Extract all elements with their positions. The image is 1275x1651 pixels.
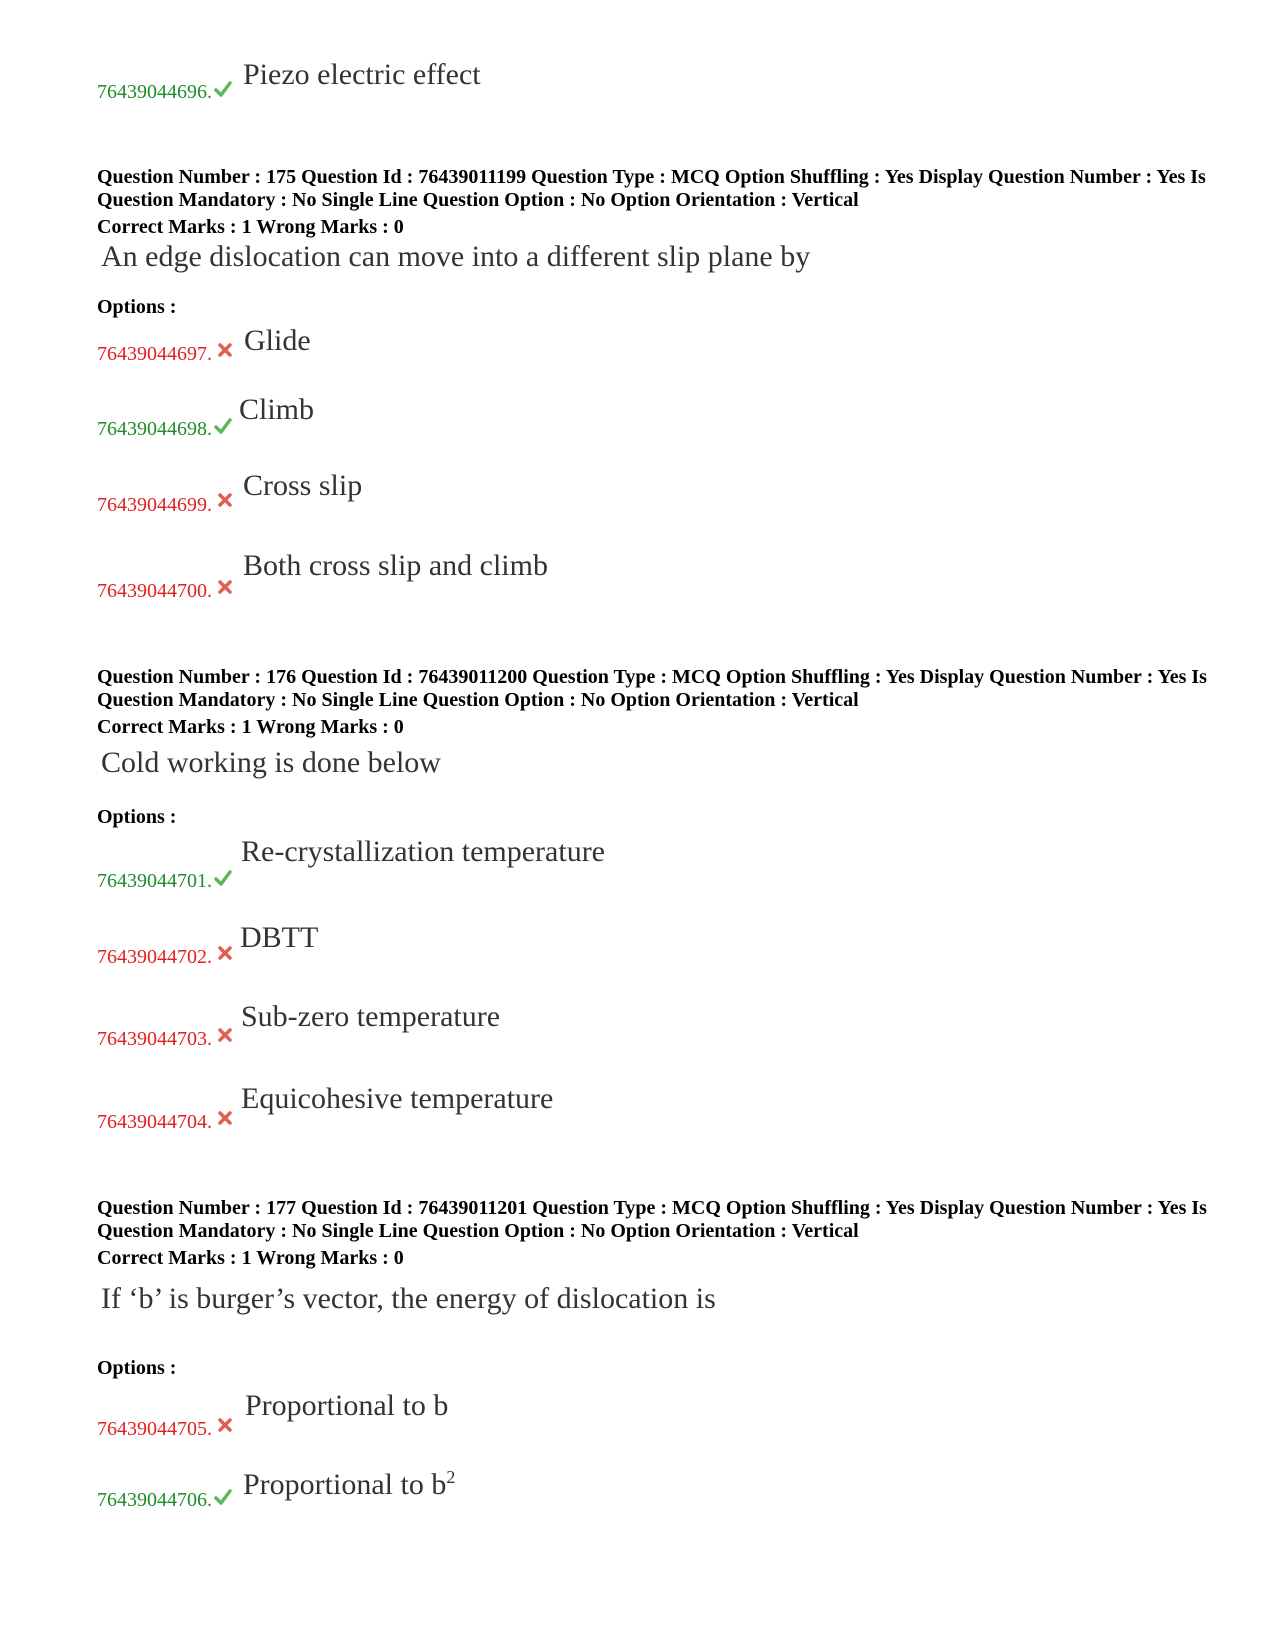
question-text: An edge dislocation can move into a different slip plane by xyxy=(101,240,811,273)
option-id: 76439044697. xyxy=(97,343,212,365)
question-text: If ‘b’ is burger’s vector, the energy of dislocation is xyxy=(101,1282,716,1315)
option-row xyxy=(97,921,1197,991)
cross-icon xyxy=(216,1026,234,1044)
option-row xyxy=(97,835,1197,905)
option-text-superscript: 2 xyxy=(446,1467,456,1487)
cross-icon xyxy=(216,1416,234,1434)
cross-icon xyxy=(216,578,234,596)
options-label: Options : xyxy=(97,1357,177,1379)
option-id: 76439044704. xyxy=(97,1111,212,1133)
cross-icon xyxy=(216,491,234,509)
cross-icon xyxy=(216,341,234,359)
option-text xyxy=(243,1468,455,1502)
option-id: 76439044703. xyxy=(97,1028,212,1050)
question-marks: Correct Marks : 1 Wrong Marks : 0 xyxy=(97,216,404,238)
option-id: 76439044696. xyxy=(97,81,212,103)
question-marks: Correct Marks : 1 Wrong Marks : 0 xyxy=(97,716,404,738)
question-marks: Correct Marks : 1 Wrong Marks : 0 xyxy=(97,1247,404,1269)
check-icon xyxy=(214,417,232,435)
options-label: Options : xyxy=(97,296,177,318)
option-text: Re-crystallization temperature xyxy=(241,835,605,868)
option-row xyxy=(97,1389,1197,1459)
question-text: Cold working is done below xyxy=(101,746,441,779)
question-meta: Question Number : 176 Question Id : 76439011200 Question Type : MCQ Option Shuffling : Yes Display Question Number : Yes Is Question Mandatory : No Single Line Question Option : No Option Orientation : Vertical xyxy=(97,666,1207,711)
option-row xyxy=(97,1000,1197,1070)
option-id: 76439044700. xyxy=(97,580,212,602)
option-text: Equicohesive temperature xyxy=(241,1082,554,1115)
option-text: Both cross slip and climb xyxy=(243,549,548,582)
option-text: Climb xyxy=(239,393,315,426)
option-text: DBTT xyxy=(240,921,319,954)
options-label: Options : xyxy=(97,806,177,828)
option-row xyxy=(97,549,1197,619)
option-text: Glide xyxy=(244,324,311,357)
option-id: 76439044699. xyxy=(97,494,212,516)
option-row xyxy=(97,58,1197,128)
option-row xyxy=(97,469,1197,539)
option-text-main: Proportional to b xyxy=(243,1468,447,1501)
option-id: 76439044698. xyxy=(97,418,212,440)
check-icon xyxy=(214,80,232,98)
option-row xyxy=(97,1082,1197,1152)
option-id: 76439044702. xyxy=(97,946,212,968)
option-text: Cross slip xyxy=(243,469,363,502)
option-row xyxy=(97,393,1197,463)
option-row xyxy=(97,1468,1197,1538)
cross-icon xyxy=(216,944,234,962)
option-id: 76439044701. xyxy=(97,870,212,892)
question-meta: Question Number : 175 Question Id : 76439011199 Question Type : MCQ Option Shuffling : Yes Display Question Number : Yes Is Question Mandatory : No Single Line Question Option : No Option Orientation : Vertical xyxy=(97,166,1206,211)
cross-icon xyxy=(216,1109,234,1127)
option-text: Piezo electric effect xyxy=(243,58,481,91)
option-id: 76439044706. xyxy=(97,1489,212,1511)
option-row xyxy=(97,324,1197,394)
check-icon xyxy=(214,1488,232,1506)
check-icon xyxy=(214,869,232,887)
option-text: Sub-zero temperature xyxy=(241,1000,501,1033)
option-text: Proportional to b xyxy=(245,1389,449,1422)
question-meta: Question Number : 177 Question Id : 76439011201 Question Type : MCQ Option Shuffling : Yes Display Question Number : Yes Is Question Mandatory : No Single Line Question Option : No Option Orientation : Vertical xyxy=(97,1197,1207,1242)
option-id: 76439044705. xyxy=(97,1418,212,1440)
